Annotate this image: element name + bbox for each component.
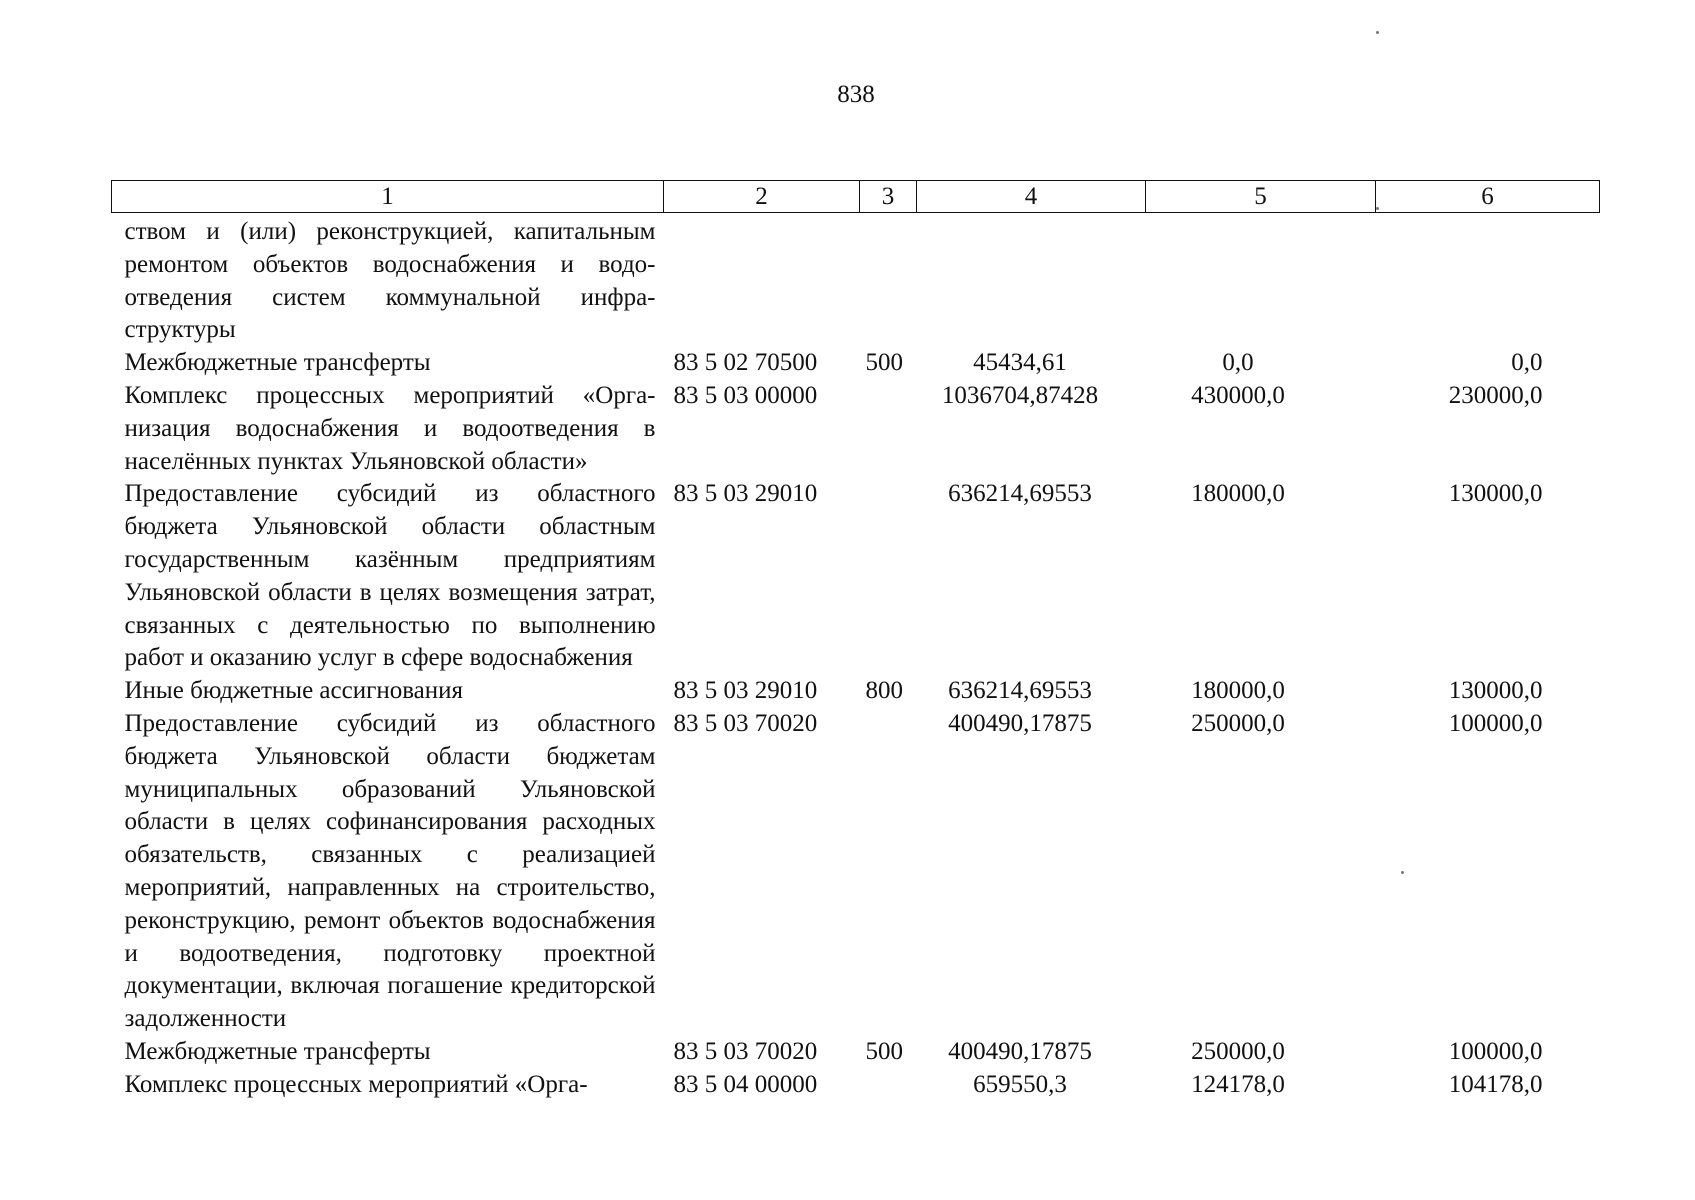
table-row xyxy=(112,380,1600,478)
row-value-col4 xyxy=(917,213,1146,348)
row-code: 83 5 04 00000 xyxy=(673,1070,818,1098)
row-value-col6: 130000,0 xyxy=(1448,677,1543,705)
row-name: ством и (или) реконструкцией, капитальным ремонтом объектов водоснабжения и водоотведения систем коммунальной инфраструктуры xyxy=(124,218,656,344)
table-row xyxy=(112,1036,1600,1069)
row-value-col4: 400490,17875 xyxy=(948,709,1092,737)
row-value-col4: 1036704,87428 xyxy=(941,381,1099,409)
row-value-col4: 45434,61 xyxy=(973,349,1067,377)
row-value-col6: 100000,0 xyxy=(1448,1037,1543,1065)
table-row xyxy=(112,1069,1600,1102)
row-code: 83 5 03 29010 xyxy=(673,480,818,508)
row-expense-type xyxy=(860,380,917,478)
row-name: Комплекс процессных мероприятий «Орга- xyxy=(124,1070,588,1098)
column-header: 1 xyxy=(112,181,664,213)
table-row xyxy=(112,347,1600,380)
row-value-col5: 180000,0 xyxy=(1191,677,1285,705)
row-value-col5 xyxy=(1146,213,1376,348)
table-row xyxy=(112,478,1600,675)
row-value-col6: 100000,0 xyxy=(1448,709,1543,737)
column-header: 5 xyxy=(1146,181,1376,213)
table-row xyxy=(112,708,1600,1036)
row-value-col5: 180000,0 xyxy=(1191,480,1285,508)
row-value-col5: 124178,0 xyxy=(1191,1070,1285,1098)
row-value-col6: 0,0 xyxy=(1511,349,1543,377)
scan-speck xyxy=(1376,31,1379,34)
row-value-col6: 230000,0 xyxy=(1448,381,1543,409)
row-value-col6: 104178,0 xyxy=(1448,1070,1543,1098)
row-code: 83 5 03 00000 xyxy=(673,381,818,409)
column-header: 6 xyxy=(1376,181,1600,213)
row-expense-type xyxy=(860,478,917,675)
column-header: 4 xyxy=(917,181,1146,213)
table-row xyxy=(112,213,1600,348)
budget-table xyxy=(111,180,1600,1102)
row-value-col5: 250000,0 xyxy=(1191,1037,1285,1065)
column-header: 3 xyxy=(860,181,917,213)
row-code: 83 5 02 70500 xyxy=(673,349,818,377)
page-number: 838 xyxy=(837,81,875,108)
row-value-col5: 0,0 xyxy=(1222,349,1254,377)
row-name: Межбюджетные трансферты xyxy=(124,349,431,377)
row-value-col4: 659550,3 xyxy=(973,1070,1067,1098)
header-row xyxy=(112,181,1600,213)
row-expense-type xyxy=(860,708,917,1036)
row-value-col5: 430000,0 xyxy=(1191,381,1285,409)
row-value-col5: 250000,0 xyxy=(1191,709,1285,737)
row-name: Предоставление субсидий из областного бюджета Ульяновской области областным государственным казённым предприятиям Ульяновской области в целях возмещения затрат, связанных с деятельностью по выполнению работ и оказанию услуг в сфере водоснабжения xyxy=(124,480,656,672)
row-name: Иные бюджетные ассигнования xyxy=(124,677,464,705)
row-expense-type: 500 xyxy=(865,1037,903,1065)
row-value-col4: 636214,69553 xyxy=(948,480,1092,508)
row-expense-type xyxy=(860,213,917,348)
row-expense-type: 500 xyxy=(865,349,903,377)
row-code: 83 5 03 70020 xyxy=(673,1037,818,1065)
row-value-col6: 130000,0 xyxy=(1448,480,1543,508)
row-name: Межбюджетные трансферты xyxy=(124,1037,431,1065)
row-code xyxy=(664,213,860,348)
row-value-col6 xyxy=(1376,213,1600,348)
row-code: 83 5 03 70020 xyxy=(673,709,818,737)
row-name: Предоставление субсидий из областного бюджета Ульяновской области бюджетам муниципальных образований Ульяновской области в целях софинансирования расходных обязательств, связанных с реализацией мероприятий, направленных на строительство, реконструкцию, ремонт объектов водоснабжения и водоотведения, подготовку проектной документации, включая погашение кредиторской задолженности xyxy=(124,709,656,1033)
table-body xyxy=(112,213,1600,1102)
table-header xyxy=(112,181,1600,213)
row-value-col4: 636214,69553 xyxy=(948,677,1092,705)
row-value-col4: 400490,17875 xyxy=(948,1037,1092,1065)
table-row xyxy=(112,675,1600,708)
column-header: 2 xyxy=(664,181,860,213)
row-expense-type: 800 xyxy=(865,677,903,705)
row-expense-type xyxy=(860,1069,917,1102)
row-code: 83 5 03 29010 xyxy=(673,677,818,705)
row-name: Комплекс процессных мероприятий «Организация водоснабжения и водоотведения в населённых пунктах Ульяновской области» xyxy=(124,381,656,475)
